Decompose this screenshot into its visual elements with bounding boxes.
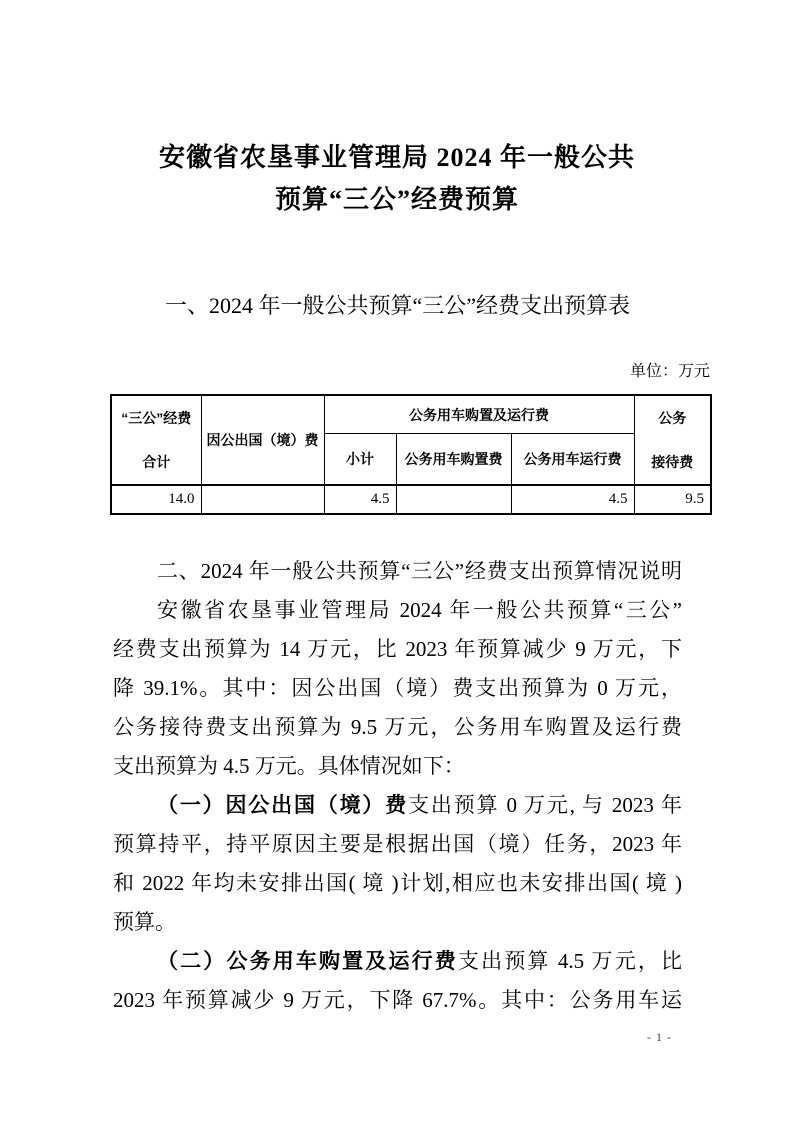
paragraph-line: 降 39.1%。其中：因公出国（境）费支出预算为 0 万元， [113, 676, 682, 700]
paragraph-line: 2023 年预算减少 9 万元，下降 67.7%。其中：公务用车运 [113, 988, 682, 1012]
paragraph-line: 预算持平，持平原因主要是根据出国（境）任务，2023 年 [113, 832, 682, 856]
paragraph-line: 安徽省农垦事业管理局 2024 年一般公共预算“三公” [157, 598, 682, 622]
value-abroad [201, 485, 324, 514]
paragraph-line: 和 2022 年均未安排出国( 境 )计划,相应也未安排出国( 境 ) [113, 871, 682, 895]
document-title [0, 137, 794, 221]
header-subtotal: 小计 [324, 434, 396, 485]
value-vehicle-subtotal: 4.5 [324, 485, 396, 514]
paragraph-line: 支出预算为 4.5 万元。具体情况如下： [113, 754, 465, 778]
header-vehicle-purchase: 公务用车购置费 [396, 434, 511, 485]
budget-table [110, 394, 712, 515]
header-sangong-total-line1: “三公”经费 [121, 410, 192, 426]
value-reception: 9.5 [634, 485, 711, 514]
unit-label: 单位：万元 [629, 363, 710, 380]
value-vehicle-purchase [396, 485, 511, 514]
header-reception-fee [634, 395, 711, 485]
header-reception-line1: 公务 [658, 410, 687, 426]
header-vehicle-operation: 公务用车运行费 [511, 434, 634, 485]
header-sangong-total-line2: 合计 [142, 454, 171, 470]
header-vehicle-group: 公务用车购置及运行费 [324, 395, 634, 434]
paragraph-line: 公务接待费支出预算为 9.5 万元，公务用车购置及运行费 [113, 715, 682, 739]
paragraph-line: 经费支出预算为 14 万元，比 2023 年预算减少 9 万元，下 [113, 637, 682, 661]
section2-heading: 二、2024 年一般公共预算“三公”经费支出预算情况说明 [157, 559, 682, 583]
section2-body [113, 552, 682, 1020]
header-abroad-fee: 因公出国（境）费 [201, 395, 324, 485]
document-title-line2: 预算“三公”经费预算 [274, 185, 519, 214]
paragraph-line: 预算。 [113, 910, 176, 934]
value-sangong-total: 14.0 [111, 485, 201, 514]
paragraph-line-item1: （一）因公出国（境）费支出预算 0 万元, 与 2023 年 [157, 793, 683, 817]
page-number: - 1 - [647, 1030, 672, 1044]
header-sangong-total [111, 395, 201, 485]
paragraph-line-item2: （二）公务用车购置及运行费支出预算 4.5 万元，比 [157, 949, 683, 973]
header-reception-line2: 接待费 [651, 454, 694, 470]
value-vehicle-operation: 4.5 [511, 485, 634, 514]
document-title-line1: 安徽省农垦事业管理局 2024 年一般公共 [158, 143, 635, 172]
section1-heading: 一、2024 年一般公共预算“三公”经费支出预算表 [164, 293, 631, 318]
